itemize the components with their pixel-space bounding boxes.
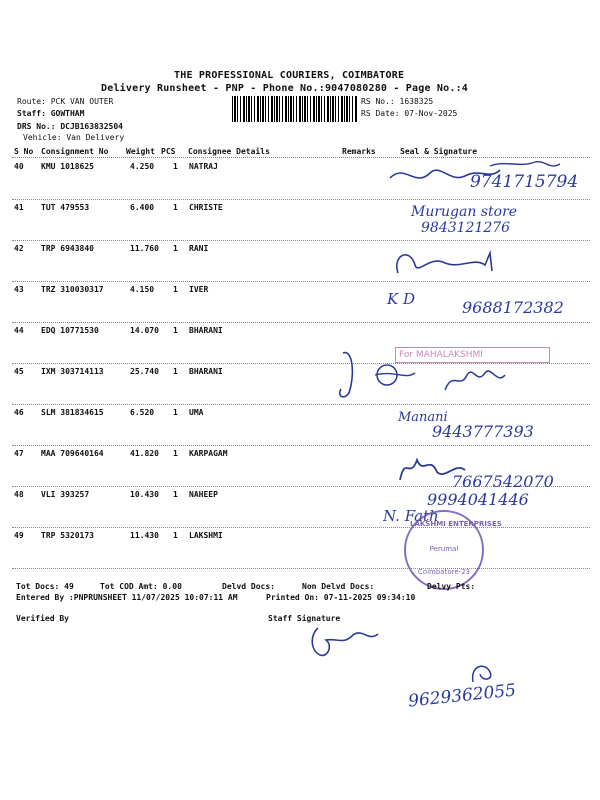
- route-label: Route: PCK VAN OUTER: [17, 97, 114, 106]
- cell-consignee: RANI: [189, 244, 209, 253]
- cell-consignment: MAA 709640164: [41, 449, 104, 458]
- runsheet-subtitle: Delivery Runsheet - PNP - Phone No.:9047080280 - Page No.:4: [101, 83, 469, 94]
- cell-consignee: NATRAJ: [189, 162, 218, 171]
- col-seal: Seal & Signature: [400, 147, 478, 156]
- ink-phone-47: 7667542070: [452, 472, 554, 491]
- cell-pcs: 1: [173, 490, 178, 499]
- staff-label: Staff: GOWTHAM: [17, 109, 85, 118]
- ink-phone-48: 9994041446: [427, 490, 529, 509]
- cell-sno: 42: [14, 244, 24, 253]
- cell-pcs: 1: [173, 203, 178, 212]
- tot-docs: Tot Docs: 49: [16, 582, 74, 591]
- cell-consignee: KARPAGAM: [189, 449, 228, 458]
- col-weight: Weight: [126, 147, 155, 156]
- delvy-pts: Delvy Pts:: [427, 582, 476, 591]
- cell-consignment: KMU 1018625: [41, 162, 94, 171]
- cell-pcs: 1: [173, 326, 178, 335]
- cell-sno: 45: [14, 367, 24, 376]
- cell-pcs: 1: [173, 531, 178, 540]
- delvd-docs: Delvd Docs:: [222, 582, 275, 591]
- cell-weight: 11.760: [130, 244, 159, 253]
- cell-consignment: TRZ 310030317: [41, 285, 104, 294]
- cell-weight: 25.740: [130, 367, 159, 376]
- tot-cod: Tot COD Amt: 0.00: [100, 582, 182, 591]
- cell-weight: 41.820: [130, 449, 159, 458]
- cell-sno: 46: [14, 408, 24, 417]
- ink-phone-41: 9843121276: [421, 220, 511, 236]
- row-divider: [12, 568, 590, 569]
- ink-sign-46: Manani: [398, 410, 448, 425]
- cell-consignment: VLI 393257: [41, 490, 90, 499]
- cell-pcs: 1: [173, 162, 178, 171]
- cell-consignee: NAHEEP: [189, 490, 218, 499]
- cell-sno: 44: [14, 326, 24, 335]
- staff-signature: [308, 620, 388, 660]
- ink-store-41: Murugan store: [411, 204, 518, 220]
- cell-consignment: EDQ 10771530: [41, 326, 99, 335]
- ink-phone-43: 9688172382: [462, 298, 564, 317]
- printed-on: Printed On: 07-11-2025 09:34:10: [266, 593, 416, 602]
- cell-consignee: BHARANI: [189, 326, 223, 335]
- cell-sno: 49: [14, 531, 24, 540]
- cell-consignee: LAKSHMI: [189, 531, 223, 540]
- col-sno: S No: [14, 147, 34, 156]
- ink-sign-43: K D: [387, 290, 416, 308]
- ink-sign-48: N. Fath: [383, 507, 439, 525]
- stamp-45: For MAHALAKSHMI: [395, 347, 550, 363]
- cell-pcs: 1: [173, 244, 178, 253]
- cell-sno: 48: [14, 490, 24, 499]
- cell-weight: 6.400: [130, 203, 155, 212]
- staff-signature-label: Staff Signature: [268, 614, 341, 623]
- verified-by: Verified By: [16, 614, 69, 623]
- ink-phone-40: 9741715794: [470, 172, 579, 192]
- entered-by: Entered By :PNPRUNSHEET 11/07/2025 10:07:11 AM: [16, 593, 238, 602]
- cell-consignment: IXM 303714113: [41, 367, 104, 376]
- cell-sno: 43: [14, 285, 24, 294]
- cell-consignment: TRP 5320173: [41, 531, 94, 540]
- cell-consignee: IVER: [189, 285, 209, 294]
- rs-number: RS No.: 1638325: [361, 97, 434, 106]
- signature-42: [390, 245, 510, 280]
- vehicle-label: Vehicle: Van Delivery: [23, 133, 125, 142]
- round-stamp: [404, 510, 502, 590]
- table-row: [12, 527, 590, 568]
- cell-pcs: 1: [173, 408, 178, 417]
- col-remarks: Remarks: [342, 147, 376, 156]
- cell-sno: 40: [14, 162, 24, 171]
- cell-consignment: TRP 6943840: [41, 244, 94, 253]
- ink-phone-46: 9443777393: [432, 422, 534, 441]
- cell-consignment: TUT 479553: [41, 203, 90, 212]
- cell-consignee: UMA: [189, 408, 204, 417]
- cell-sno: 41: [14, 203, 24, 212]
- ink-bottom-phone: 9629362055: [407, 680, 517, 712]
- signature-45: [335, 345, 525, 405]
- barcode: [232, 96, 358, 122]
- cell-pcs: 1: [173, 285, 178, 294]
- cell-pcs: 1: [173, 449, 178, 458]
- cell-weight: 14.070: [130, 326, 159, 335]
- col-consignee: Consignee Details: [188, 147, 270, 156]
- cell-weight: 6.520: [130, 408, 155, 417]
- col-consignment: Consignment No: [41, 147, 109, 156]
- cell-weight: 10.430: [130, 490, 159, 499]
- cell-weight: 4.250: [130, 162, 155, 171]
- cell-consignee: BHARANI: [189, 367, 223, 376]
- bottom-initial: [470, 660, 500, 685]
- stamp-top: LAKSHMI ENTERPRISES: [410, 520, 502, 528]
- cell-weight: 11.430: [130, 531, 159, 540]
- drs-number: DRS No.: DCJB163832504: [17, 122, 123, 131]
- cell-consignment: SLM 381834615: [41, 408, 104, 417]
- cell-consignee: CHRISTE: [189, 203, 223, 212]
- cell-weight: 4.150: [130, 285, 155, 294]
- rs-date: RS Date: 07-Nov-2025: [361, 109, 458, 118]
- stamp-bottom: Coimbatore-23: [417, 568, 471, 576]
- cell-sno: 47: [14, 449, 24, 458]
- stamp-mid: Perumal: [429, 545, 459, 553]
- non-delvd-docs: Non Delvd Docs:: [302, 582, 375, 591]
- col-pcs: PCS: [161, 147, 176, 156]
- cell-pcs: 1: [173, 367, 178, 376]
- company-name: THE PROFESSIONAL COURIERS, COIMBATORE: [174, 70, 405, 81]
